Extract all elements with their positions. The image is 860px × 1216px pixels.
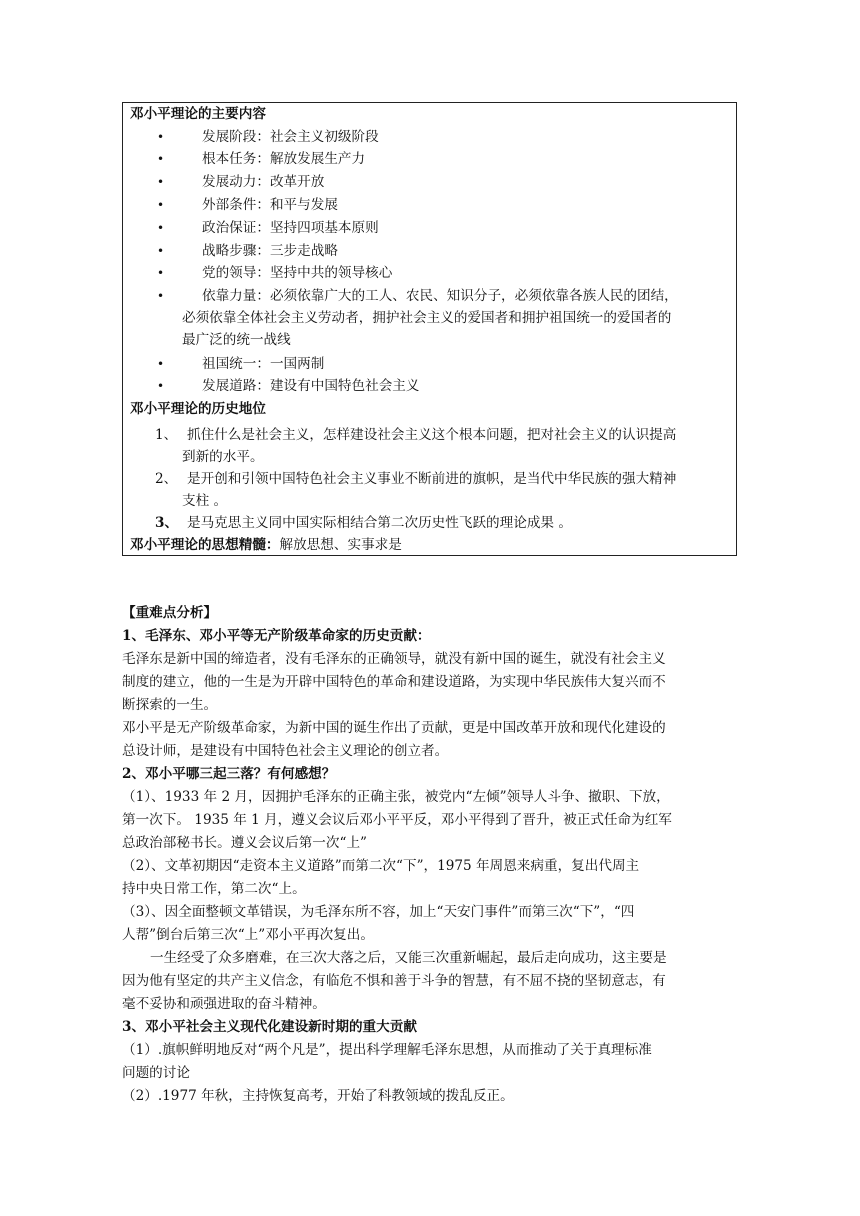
- bullet-marker: •: [157, 266, 165, 280]
- paragraph-line: （2）.1977 年秋，主持恢复高考，开始了科教领域的拨乱反正。: [122, 1088, 514, 1104]
- historical-status-item: 抓住什么是社会主义，怎样建设社会主义这个根本问题，把对社会主义的认识提高: [187, 427, 677, 443]
- historical-status-item: 是开创和引领中国特色社会主义事业不断前进的旗帜，是当代中华民族的强大精神: [187, 471, 677, 487]
- main-content-item: 依靠力量：必须依靠广大的工人、农民、知识分子，必须依靠各族人民的团结，: [202, 288, 678, 304]
- paragraph-line: 总政治部秘书长。遵义会议后第一次“上”: [122, 835, 367, 851]
- main-content-item: 发展动力：改革开放: [202, 174, 325, 190]
- paragraph-line: 问题的讨论: [122, 1065, 190, 1081]
- main-content-item: 政治保证：坚持四项基本原则: [202, 220, 379, 236]
- paragraph-line: 人帮”倒台后第三次“上”邓小平再次复出。: [122, 927, 374, 943]
- bullet-marker: •: [157, 357, 165, 371]
- analysis-question-1: 1、毛泽东、邓小平等无产阶级革命家的历史贡献：: [122, 628, 431, 644]
- paragraph-line: 制度的建立，他的一生是为开辟中国特色的革命和建设道路，为实现中华民族伟大复兴而不: [122, 674, 666, 690]
- bullet-marker: •: [157, 175, 165, 189]
- main-content-item: 发展阶段：社会主义初级阶段: [202, 129, 379, 145]
- paragraph-line: （2）、文革初期因“走资本主义道路”而第二次“下”，1975 年周恩来病重，复出代周主: [122, 858, 640, 874]
- essence-label: 邓小平理论的思想精髓：: [130, 537, 280, 553]
- paragraph-line: （3）、因全面整顿文革错误，为毛泽东所不容，加上“天安门事件”而第三次“下”，“四: [122, 904, 635, 920]
- list-number: 1、: [155, 427, 178, 443]
- heading-historical-status: 邓小平理论的历史地位: [130, 401, 266, 417]
- bullet-marker: •: [157, 130, 165, 144]
- essence-value: 解放思想、实事求是: [279, 537, 402, 553]
- paragraph-line: 毫不妥协和顽强进取的奋斗精神。: [122, 996, 326, 1012]
- main-content-item: 外部条件：和平与发展: [202, 197, 338, 213]
- paragraph-line: （1）.旗帜鲜明地反对“两个凡是”，提出科学理解毛泽东思想，从而推动了关于真理标准: [122, 1042, 652, 1058]
- analysis-title: 【重难点分析】: [122, 605, 218, 621]
- bullet-marker: •: [157, 198, 165, 212]
- analysis-question-3: 3、邓小平社会主义现代化建设新时期的重大贡献: [122, 1019, 417, 1035]
- bullet-marker: •: [157, 379, 165, 393]
- paragraph-line: 持中央日常工作，第二次“上。: [122, 881, 306, 897]
- heading-main-content: 邓小平理论的主要内容: [130, 106, 266, 122]
- main-content-item: 党的领导：坚持中共的领导核心: [202, 265, 393, 281]
- paragraph-line: （1）、1933 年 2 月，因拥护毛泽东的正确主张，被党内“左倾”领导人斗争、撤职、下放，: [122, 789, 670, 805]
- bullet-marker: •: [157, 221, 165, 235]
- paragraph-line: 邓小平是无产阶级革命家，为新中国的诞生作出了贡献，更是中国改革开放和现代化建设的: [122, 720, 666, 736]
- bullet-marker: •: [157, 244, 165, 258]
- bullet-marker: •: [157, 289, 165, 303]
- paragraph-line: 总设计师，是建设有中国特色社会主义理论的创立者。: [122, 743, 449, 759]
- main-content-item: 战略步骤：三步走战略: [202, 243, 338, 259]
- historical-status-item: 是马克思主义同中国实际相结合第二次历史性飞跃的理论成果 。: [187, 515, 572, 531]
- paragraph-line: 因为他有坚定的共产主义信念，有临危不惧和善于斗争的智慧，有不屈不挠的坚韧意志，有: [122, 973, 666, 989]
- paragraph-line: 第一次下。 1935 年 1 月，遵义会议后邓小平平反，邓小平得到了晋升，被正式任命为红军: [122, 812, 672, 828]
- main-content-item: 祖国统一：一国两制: [202, 356, 325, 372]
- historical-status-item-cont: 到新的水平。: [182, 449, 264, 465]
- paragraph-line: 断探索的一生。: [122, 697, 218, 713]
- bullet-marker: •: [157, 152, 165, 166]
- main-content-item: 根本任务：解放发展生产力: [202, 151, 366, 167]
- main-content-item-cont: 最广泛的统一战线: [182, 332, 291, 348]
- main-content-item-cont: 必须依靠全体社会主义劳动者，拥护社会主义的爱国者和拥护祖国统一的爱国者的: [182, 310, 672, 326]
- essence-line: [130, 536, 402, 554]
- main-content-item: 发展道路：建设有中国特色社会主义: [202, 378, 420, 394]
- list-number: 2、: [155, 471, 178, 487]
- list-number: 3、: [155, 515, 179, 531]
- historical-status-item-cont: 支柱 。: [182, 493, 228, 509]
- analysis-question-2: 2、邓小平哪三起三落？有何感想？: [122, 766, 336, 782]
- paragraph-line: 毛泽东是新中国的缔造者，没有毛泽东的正确领导，就没有新中国的诞生，就没有社会主义: [122, 651, 666, 667]
- paragraph-line: 一生经受了众多磨难，在三次大落之后，又能三次重新崛起，最后走向成功，这主要是: [150, 950, 667, 966]
